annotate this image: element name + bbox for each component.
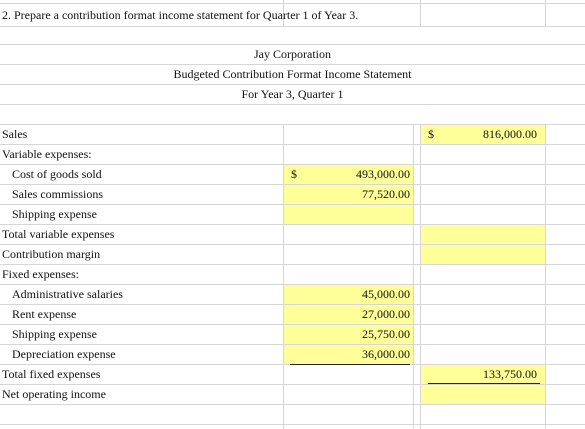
amount-shipping-fixed: 25,750.00 (362, 327, 410, 341)
label-rent: Rent expense (12, 307, 77, 321)
statement-title: Budgeted Contribution Format Income Statement (173, 67, 412, 81)
label-total-fixed: Total fixed expenses (2, 367, 101, 381)
label-total-variable: Total variable expenses (2, 227, 115, 241)
statement-period: For Year 3, Quarter 1 (241, 87, 344, 101)
label-admin-salaries: Administrative salaries (12, 287, 123, 301)
label-cogs: Cost of goods sold (12, 167, 102, 181)
label-variable-expenses: Variable expenses: (2, 147, 92, 161)
amount-admin-salaries: 45,000.00 (362, 287, 410, 301)
question-text: 2. Prepare a contribution format income statement for Quarter 1 of Year 3. (2, 8, 359, 22)
label-sales-commissions: Sales commissions (12, 187, 104, 201)
label-depreciation: Depreciation expense (12, 347, 116, 361)
amount-cogs: 493,000.00 (356, 167, 410, 181)
label-sales: Sales (2, 127, 28, 141)
amount-sales-commissions: 77,520.00 (362, 187, 410, 201)
currency-sales: $ (428, 127, 434, 141)
label-fixed-expenses: Fixed expenses: (2, 267, 79, 281)
underline-total-fixed (428, 383, 540, 384)
label-net-operating-income: Net operating income (2, 387, 106, 401)
amount-rent: 27,000.00 (362, 307, 410, 321)
amount-depreciation: 36,000.00 (362, 347, 410, 361)
currency-cogs: $ (291, 167, 297, 181)
label-contribution-margin: Contribution margin (2, 247, 101, 261)
total-fixed-expenses: 133,750.00 (483, 367, 537, 381)
company-name: Jay Corporation (254, 47, 331, 61)
label-shipping-fixed: Shipping expense (12, 327, 97, 341)
underline-fixed-amounts (290, 364, 410, 365)
total-sales: 816,000.00 (483, 127, 537, 141)
label-shipping-variable: Shipping expense (12, 207, 97, 221)
